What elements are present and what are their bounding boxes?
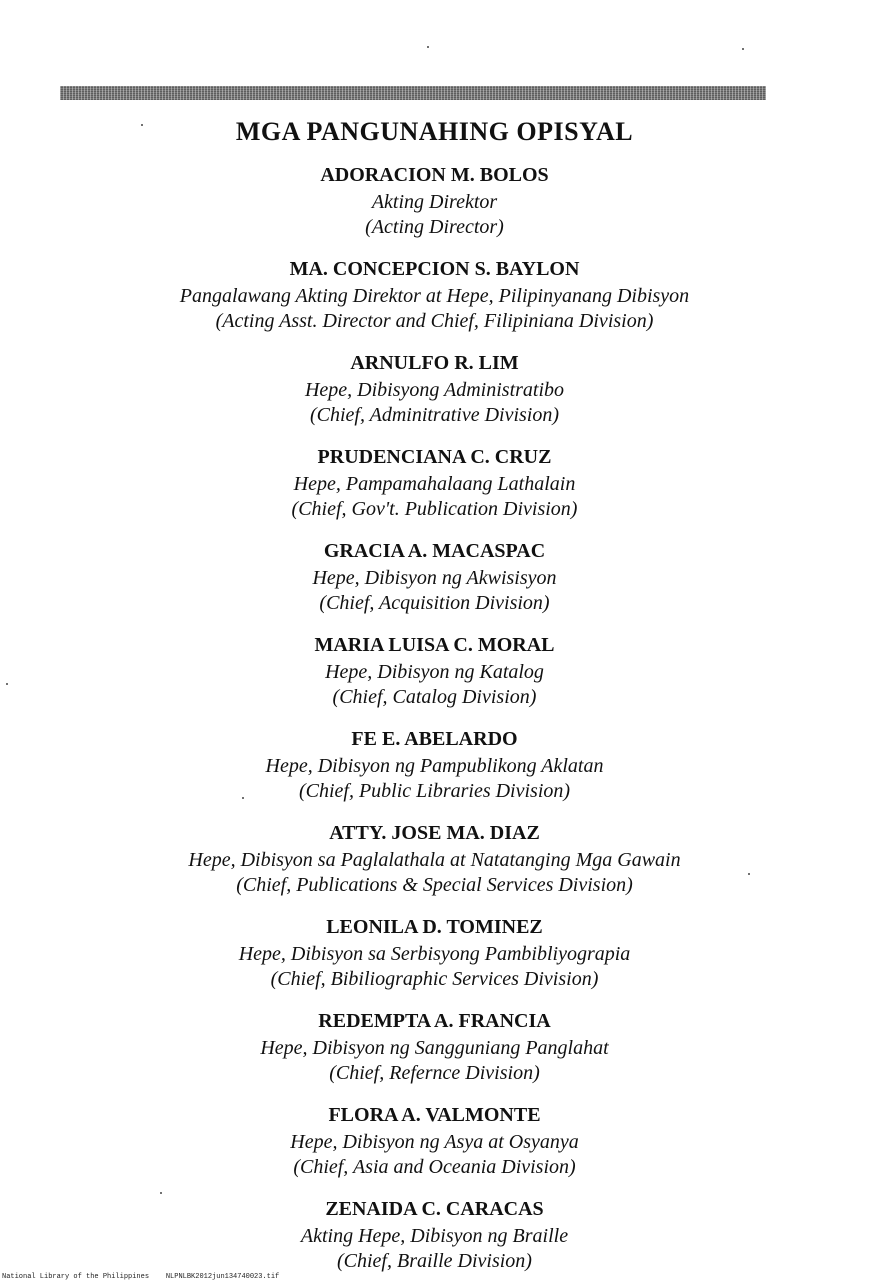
officer-name: REDEMPTA A. FRANCIA [318,1010,551,1032]
officer-entry [0,442,869,522]
officer-title-filipino: Hepe, Pampamahalaang Lathalain [293,473,576,495]
officer-title-english: (Acting Asst. Director and Chief, Filipiniana Division) [215,310,654,332]
officer-name: FLORA A. VALMONTE [328,1104,541,1126]
scan-speck [742,48,744,50]
officer-entry [0,254,869,334]
footer-library: National Library of the Philippines [2,1273,150,1281]
scan-speck [427,46,429,48]
officer-name: MA. CONCEPCION S. BAYLON [289,258,580,280]
officer-name: GRACIA A. MACASPAC [323,540,546,562]
officer-entry [0,818,869,898]
officer-title-filipino: Pangalawang Akting Direktor at Hepe, Pilipinyanang Dibisyon [179,285,690,307]
scan-speck [6,683,8,685]
officer-entry [0,348,869,428]
officer-title-filipino: Hepe, Dibisyon sa Paglalathala at Natatanging Mga Gawain [188,849,681,871]
officer-title-english: (Chief, Asia and Oceania Division) [293,1156,576,1178]
officer-entry [0,160,869,240]
officer-name: ARNULFO R. LIM [350,352,519,374]
officer-entry [0,1100,869,1180]
officer-name: ZENAIDA C. CARACAS [325,1198,544,1220]
officer-name: MARIA LUISA C. MORAL [314,634,555,656]
officer-title-filipino: Hepe, Dibisyong Administratibo [304,379,565,401]
officer-name: ATTY. JOSE MA. DIAZ [329,822,540,844]
officer-title-english: (Chief, Refernce Division) [329,1062,540,1084]
officer-title-filipino: Hepe, Dibisyon ng Pampublikong Aklatan [265,755,604,777]
officer-title-filipino: Hepe, Dibisyon ng Asya at Osyanya [290,1131,579,1153]
officer-entry [0,536,869,616]
officer-title-english: (Chief, Catalog Division) [332,686,537,708]
officer-title-filipino: Akting Direktor [371,191,498,213]
scan-footer [2,1273,279,1281]
officer-entry [0,630,869,710]
officer-entry [0,1194,869,1274]
officer-title-filipino: Hepe, Dibisyon ng Katalog [325,661,544,683]
scan-speck [242,797,244,799]
officer-name: PRUDENCIANA C. CRUZ [317,446,552,468]
officer-title-english: (Chief, Adminitrative Division) [309,404,560,426]
officer-name: LEONILA D. TOMINEZ [326,916,543,938]
officer-title-filipino: Akting Hepe, Dibisyon ng Braille [300,1225,569,1247]
officer-title-english: (Chief, Bibiliographic Services Division) [270,968,599,990]
scan-speck [160,1192,162,1194]
officer-title-filipino: Hepe, Dibisyon ng Akwisisyon [312,567,557,589]
decorative-header-band [60,86,766,100]
footer-file-id: NLPNLBK2012jun134740023.tif [165,1273,280,1281]
officer-title-filipino: Hepe, Dibisyon sa Serbisyong Pambibliyograpia [238,943,631,965]
officer-entry [0,912,869,992]
officers-list [0,160,869,1288]
officer-name: ADORACION M. BOLOS [320,164,549,186]
scan-speck [141,124,143,126]
officer-entry [0,1006,869,1086]
officer-title-english: (Chief, Gov't. Publication Division) [291,498,578,520]
officer-title-filipino: Hepe, Dibisyon ng Sangguniang Panglahat [260,1037,609,1059]
officer-title-english: (Chief, Acquisition Division) [319,592,550,614]
officer-title-english: (Chief, Public Libraries Division) [298,780,571,802]
scan-speck [748,873,750,875]
officer-title-english: (Chief, Braille Division) [337,1250,532,1272]
officer-name: FE E. ABELARDO [351,728,518,750]
officer-title-english: (Chief, Publications & Special Services Division) [236,874,633,896]
officer-title-english: (Acting Director) [365,216,504,238]
officer-entry [0,724,869,804]
page-title: MGA PANGUNAHING OPISYAL [235,117,634,146]
